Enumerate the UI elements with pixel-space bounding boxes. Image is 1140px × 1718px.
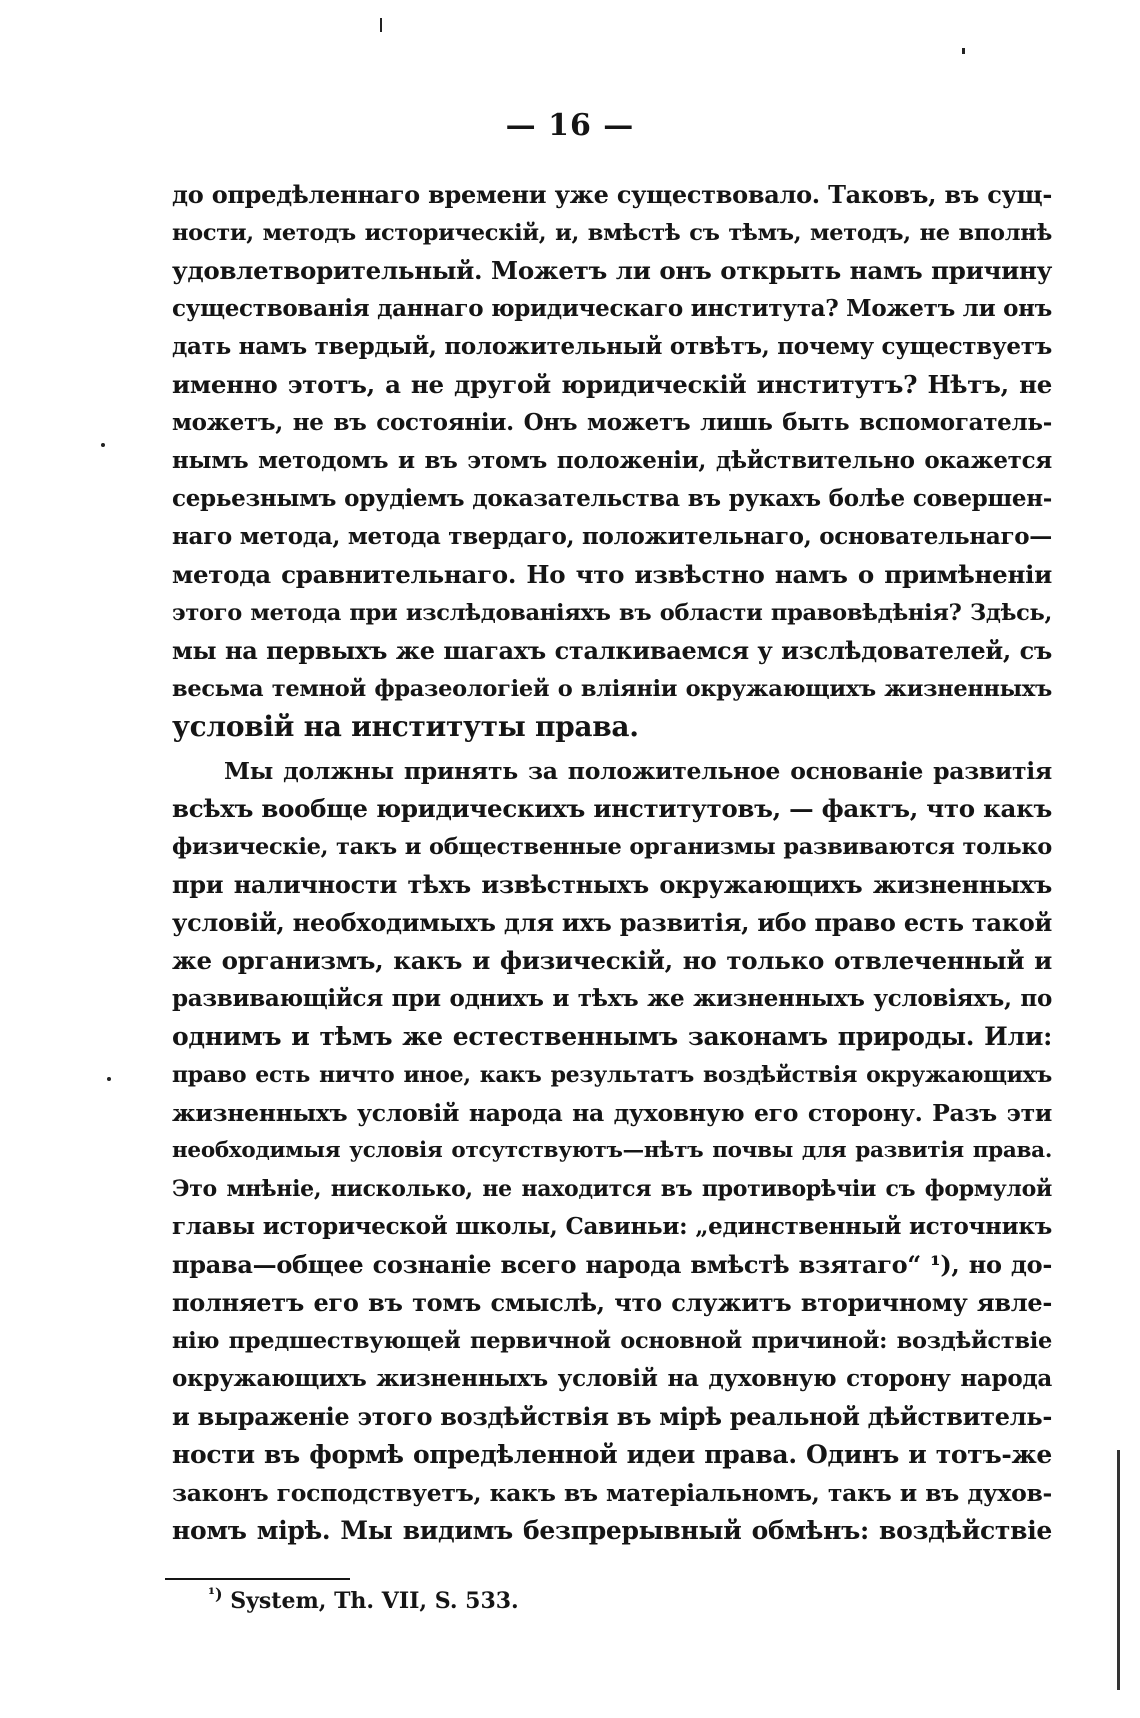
text-line: окружающихъ жизненныхъ условій на духовную сторону народа (172, 1365, 1052, 1392)
text-line: весьма темной фразеологіей о вліяніи окружающихъ жизненныхъ (172, 676, 1052, 702)
text-line: мы на первыхъ же шагахъ сталкиваемся у изслѣдователей, съ (172, 636, 1052, 665)
text-line: этого метода при изслѣдованіяхъ въ области правовѣдѣнія? Здѣсь, (172, 600, 1052, 626)
text-line: право есть ничто иное, какъ результатъ воздѣйствія окружающихъ (172, 1062, 1052, 1088)
footnote (208, 1584, 519, 1618)
text-line: необходимыя условія отсутствуютъ—нѣтъ почвы для развитія права. (172, 1138, 1052, 1163)
footnote-marker: ¹) (208, 1584, 223, 1604)
text-line: же организмъ, какъ и физическій, но только отвлеченный и (172, 946, 1052, 975)
scan-artifact (101, 443, 105, 447)
text-line: жизненныхъ условій народа на духовную его сторону. Разъ эти (172, 1099, 1052, 1127)
text-line: условій на институты права. (172, 710, 639, 743)
text-line: удовлетворительный. Можетъ ли онъ открыть намъ причину (172, 256, 1052, 285)
footnote-divider (165, 1578, 350, 1580)
scan-artifact (107, 1077, 111, 1081)
text-line: Мы должны принять за положительное основаніе развитія (224, 757, 1052, 785)
text-line: можетъ, не въ состояніи. Онъ можетъ лишь быть вспомогатель- (172, 409, 1052, 436)
text-line: именно этотъ, а не другой юридическій институтъ? Нѣтъ, не (172, 370, 1052, 399)
text-line: законъ господствуетъ, какъ въ матеріальномъ, такъ и въ духов- (172, 1479, 1052, 1507)
text-line: Это мнѣніе, нисколько, не находится въ противорѣчіи съ формулой (172, 1176, 1052, 1202)
text-line: условій, необходимыхъ для ихъ развитія, ибо право есть такой (172, 908, 1052, 937)
text-line: до опредѣленнаго времени уже существовало. Таковъ, въ сущ- (172, 180, 1052, 209)
text-line: наго метода, метода твердаго, положительнаго, основательнаго— (172, 523, 1052, 550)
text-line: развивающійся при однихъ и тѣхъ же жизненныхъ условіяхъ, по (172, 985, 1052, 1012)
text-line: и выраженіе этого воздѣйствія въ мірѣ реальной дѣйствитель- (172, 1402, 1052, 1431)
text-line: нымъ методомъ и въ этомъ положеніи, дѣйствительно окажется (172, 447, 1052, 474)
footnote-text: System, Th. VII, S. 533. (230, 1588, 519, 1614)
text-line: ности въ формѣ опредѣленной идеи права. Одинъ и тотъ-же (172, 1440, 1052, 1469)
body-text (172, 176, 1052, 1550)
text-line: серьезнымъ орудіемъ доказательства въ рукахъ болѣе совершен- (172, 485, 1052, 512)
text-line: всѣхъ вообще юридическихъ институтовъ, — фактъ, что какъ (172, 794, 1052, 823)
text-line: права—общее сознаніе всего народа вмѣстѣ взятаго“ ¹), но до- (172, 1250, 1052, 1279)
text-line: полняетъ его въ томъ смыслѣ, что служитъ вторичному явле- (172, 1288, 1052, 1317)
text-line: ности, методъ историческій, и, вмѣстѣ съ тѣмъ, методъ, не вполнѣ (172, 220, 1052, 246)
text-line: нію предшествующей первичной основной причиной: воздѣйствіе (172, 1328, 1052, 1354)
text-line: существованія даннаго юридическаго института? Можетъ ли онъ (172, 295, 1052, 322)
text-line: однимъ и тѣмъ же естественнымъ законамъ природы. Или: (172, 1022, 1052, 1051)
text-line: физическіе, такъ и общественные организмы развиваются только (172, 834, 1052, 860)
text-line: метода сравнительнаго. Но что извѣстно намъ о примѣненіи (172, 560, 1052, 589)
text-line: дать намъ твердый, положительный отвѣтъ, почему существуетъ (172, 333, 1052, 360)
text-line: главы исторической школы, Савиньи: „единственный источникъ (172, 1213, 1052, 1240)
page-number: — 16 — (505, 108, 635, 143)
text-line: номъ мірѣ. Мы видимъ безпрерывный обмѣнъ: воздѣйствіе (172, 1516, 1052, 1545)
scan-artifact (1117, 1450, 1120, 1690)
text-line: при наличности тѣхъ извѣстныхъ окружающихъ жизненныхъ (172, 870, 1052, 899)
scan-artifact (962, 48, 965, 54)
scan-artifact (380, 18, 382, 32)
